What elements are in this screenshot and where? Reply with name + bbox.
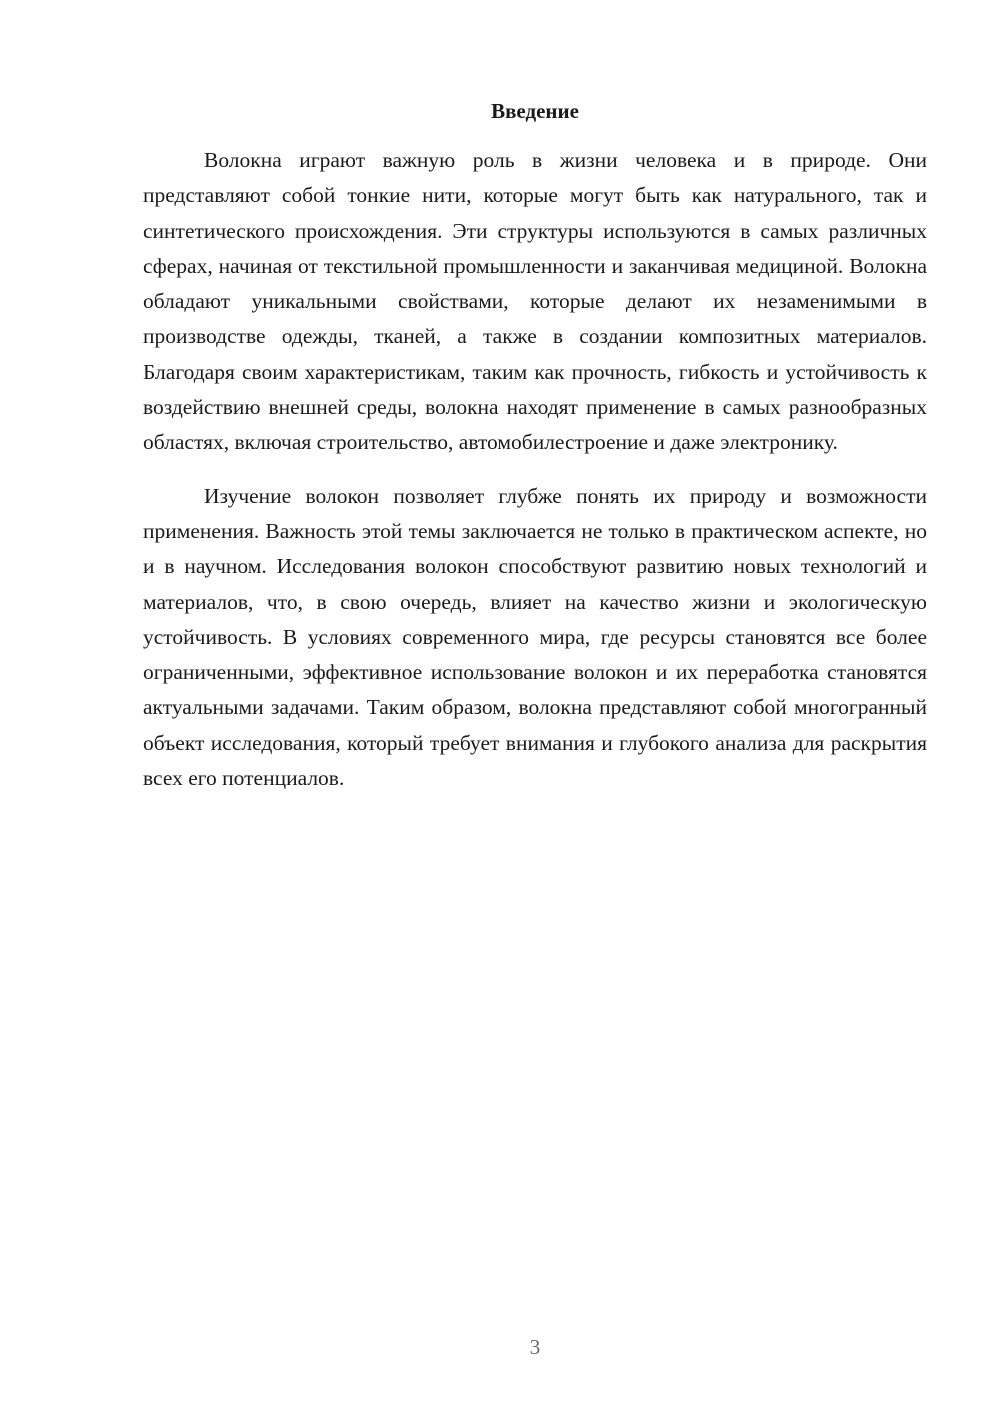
body-text [143, 143, 927, 796]
page-number: 3 [529, 1335, 541, 1359]
paragraph-study: Изучение волокон позволяет глубже понять их природу и возможности применения. Важность этой темы заключается не только в практическом аспекте, но и в научном. Исследования волокон способствуют развитию новых технологий и материалов, что, в свою очередь, влияет на качество жизни и экологическую устойчивость. В условиях современного мира, где ресурсы становятся все более ограниченными, эффективное использование волокон и их переработка становятся актуальными задачами. Таким образом, волокна представляют собой многогранный объект исследования, который требует внимания и глубокого анализа для раскрытия всех его потенциалов. [143, 483, 927, 791]
section-heading: Введение [491, 99, 579, 123]
paragraph-intro: Волокна играют важную роль в жизни человека и в природе. Они представляют собой тонкие нити, которые могут быть как натурального, так и синтетического происхождения. Эти структуры используются в самых различных сферах, начиная от текстильной промышленности и заканчивая медициной. Волокна обладают уникальными свойствами, которые делают их незаменимыми в производстве одежды, тканей, а также в создании композитных материалов. Благодаря своим характеристикам, таким как прочность, гибкость и устойчивость к воздействию внешней среды, волокна находят применение в самых разнообразных областях, включая строительство, автомобилестроение и даже электронику. [143, 148, 927, 455]
